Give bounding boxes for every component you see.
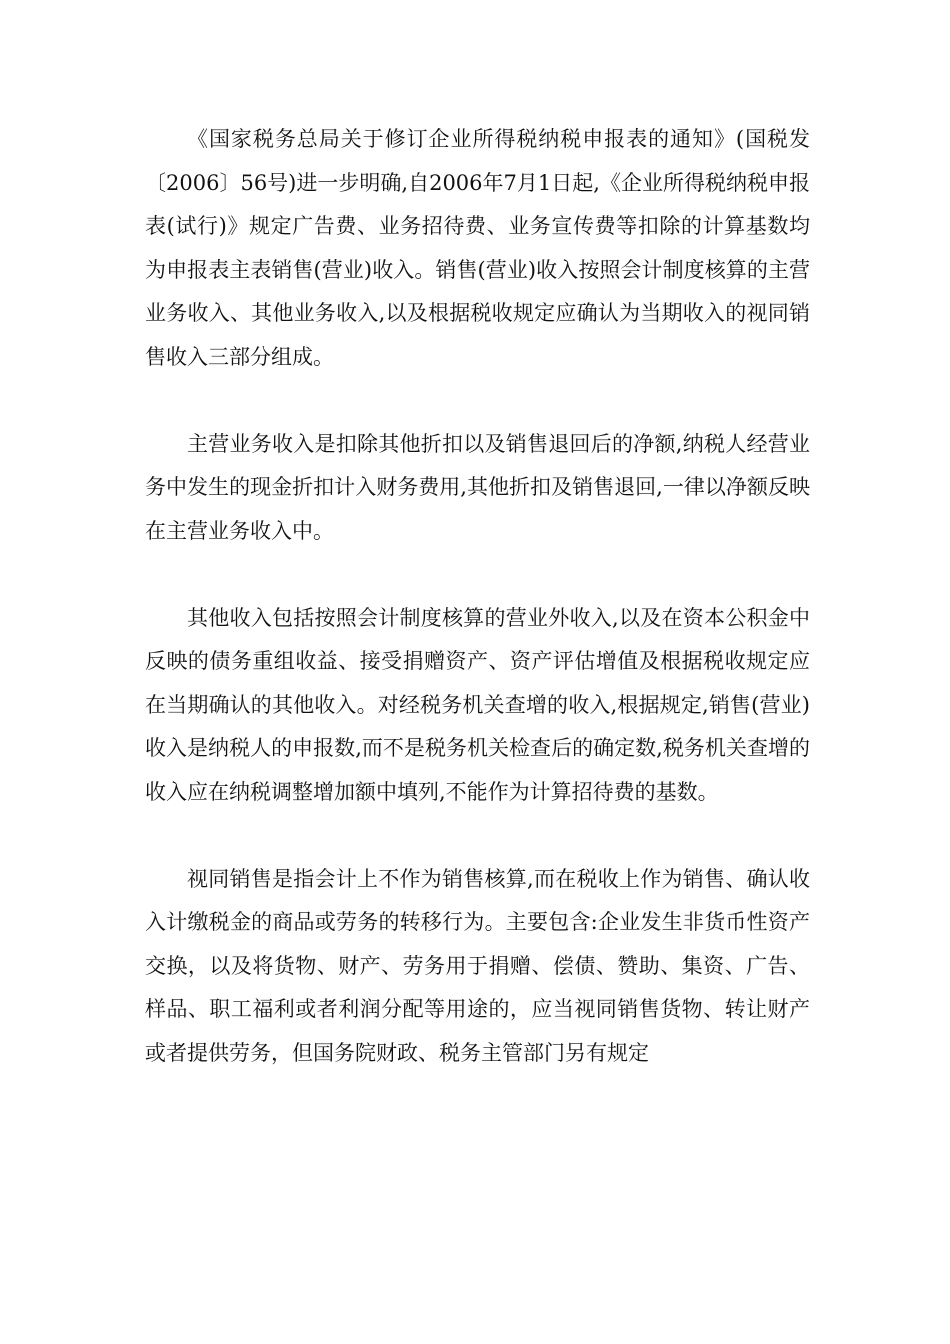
paragraph-other-revenue: 其他收入包括按照会计制度核算的营业外收入,以及在资本公积金中反映的债务重组收益、接受捐赠资产、资产评估增值及根据税收规定应在当期确认的其他收入。对经税务机关查增的收入,根据规定,销售(营业)收入是纳税人的申报数,而不是税务机关检查后的确定数,税务机关查增的收入应在纳税调整增加额中填列,不能作为计算招待费的基数。 [145, 605, 810, 804]
paragraph-main-business-revenue: 主营业务收入是扣除其他折扣以及销售退回后的净额,纳税人经营业务中发生的现金折扣计入财务费用,其他折扣及销售退回,一律以净额反映在主营业务收入中。 [145, 431, 810, 543]
document-body [145, 118, 810, 1075]
paragraph-sales-revenue-basis: 《国家税务总局关于修订企业所得税纳税申报表的通知》(国税发〔2006〕56号)进一步明确,自2006年7月1日起,《企业所得税纳税申报表(试行)》规定广告费、业务招待费、业务宣传费等扣除的计算基数均为申报表主表销售(营业)收入。销售(营业)收入按照会计制度核算的主营业务收入、其他业务收入,以及根据税收规定应确认为当期收入的视同销售收入三部分组成。 [145, 127, 810, 369]
paragraph-deemed-sales: 视同销售是指会计上不作为销售核算,而在税收上作为销售、确认收入计缴税金的商品或劳务的转移行为。主要包含:企业发生非货币性资产交换，以及将货物、财产、劳务用于捐赠、偿债、赞助、集资、广告、样品、职工福利或者利润分配等用途的，应当视同销售货物、转让财产或者提供劳务，但国务院财政、税务主管部门另有规定 [145, 866, 810, 1065]
